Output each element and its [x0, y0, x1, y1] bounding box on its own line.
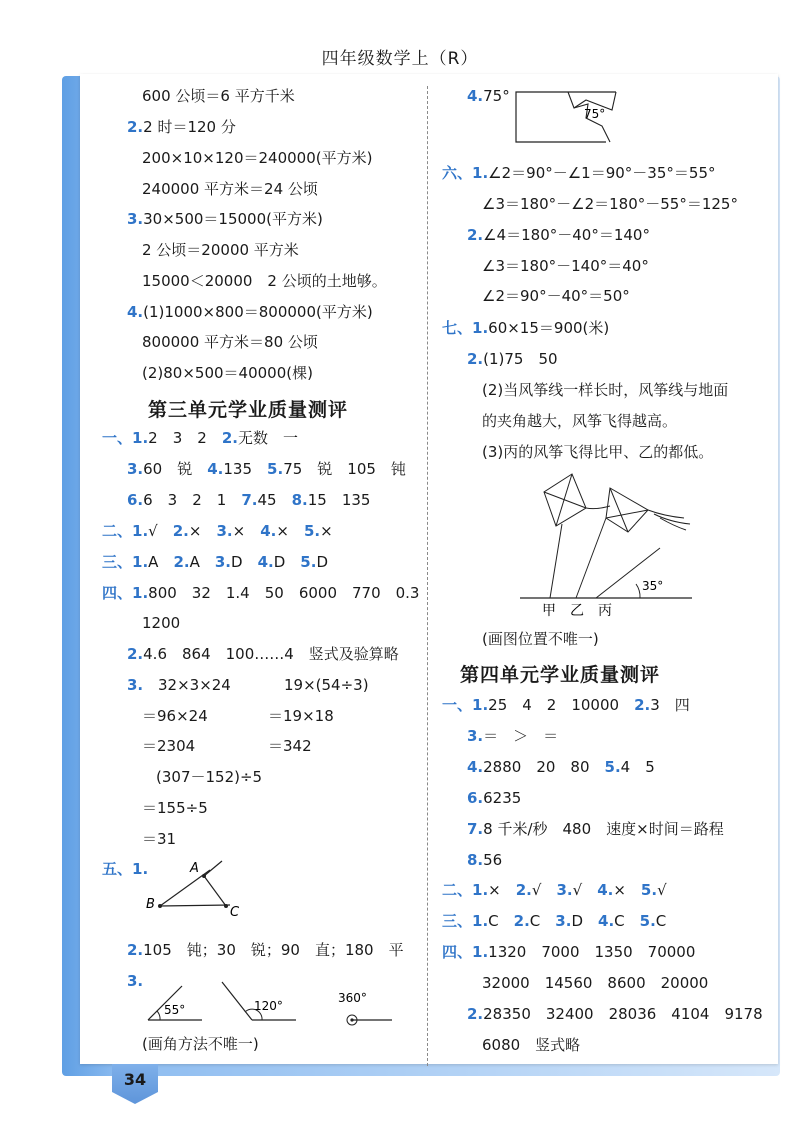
calc-line: (307－152)÷5 [156, 768, 263, 786]
calc-line: ＝96×24 [142, 707, 208, 725]
answer-line: 一、1.25 4 2 10000 2.3 四 [442, 696, 690, 714]
kite-labels: 甲 乙 丙 [542, 603, 612, 619]
calc-line: ＝155÷5 [142, 799, 208, 817]
angle-drawings [140, 978, 440, 1028]
column-divider [427, 86, 428, 1066]
answer-line: 三、1.C 2.C 3.D 4.C 5.C [442, 912, 667, 930]
page-number: 34 [123, 1070, 147, 1089]
label-b: B [146, 897, 155, 912]
answer-line: ∠3＝180°－140°＝40° [482, 257, 649, 275]
answer-line: ∠2＝90°－40°＝50° [482, 287, 630, 305]
answer-line: 8.56 [467, 851, 503, 869]
answer-line: 三、1.A 2.A 3.D 4.D 5.D [102, 553, 328, 571]
answer-line: 3.30×500＝15000(平方米) [127, 210, 323, 228]
calc-line: ＝2304 [142, 737, 196, 755]
label-a: A [190, 861, 199, 876]
point-b [158, 904, 162, 908]
answer-line: 4.75° [467, 87, 510, 105]
kite-figure [514, 470, 714, 620]
unit4-title: 第四单元学业质量测评 [460, 664, 661, 686]
answer-line: 二、1.√ 2.× 3.× 4.× 5.× [102, 522, 333, 540]
answer-line: 四、1.1320 7000 1350 70000 [442, 943, 696, 961]
angle-55: 55° [164, 1003, 186, 1017]
answer-line: 4.(1)1000×800＝800000(平方米) [127, 303, 373, 321]
answer-line: 6.6 3 2 1 7.45 8.15 135 [127, 491, 371, 509]
answer-line: 600 公顷＝6 平方千米 [142, 87, 295, 105]
fold-figure [516, 86, 626, 146]
answer-line: 800000 平方米＝80 公顷 [142, 333, 318, 351]
extension-line [204, 861, 222, 876]
answer-line: 6.6235 [467, 789, 522, 807]
fold-angle-label: 75° [584, 107, 606, 121]
point-a [202, 874, 206, 878]
answer-line: 7.8 千米/秒 480 速度×时间＝路程 [467, 820, 724, 838]
answer-line: 一、1.2 3 2 2.无数 一 [102, 429, 298, 447]
angle-120: 120° [254, 999, 283, 1013]
point-c [224, 904, 228, 908]
answer-line: 2.2 时＝120 分 [127, 118, 236, 136]
answer-line: 二、1.× 2.√ 3.√ 4.× 5.√ [442, 881, 667, 899]
answer-line: 2.(1)75 50 [467, 350, 558, 368]
triangle-side-bc [160, 905, 230, 906]
note-line: (画图位置不唯一) [482, 630, 599, 648]
triangle-side-ac [204, 876, 226, 906]
triangle-figure [140, 856, 240, 928]
calc-line: ＝342 [268, 737, 312, 755]
answer-line: 3. [127, 676, 144, 694]
answer-line: (2)80×500＝40000(棵) [142, 364, 313, 382]
answer-line: 的夹角越大，风筝飞得越高。 [482, 412, 678, 430]
angle-360: 360° [338, 991, 367, 1005]
calc-line: 32×3×24 [158, 676, 231, 694]
answer-line: 4.2880 20 80 5.4 5 [467, 758, 655, 776]
answer-line: 6080 竖式略 [482, 1036, 581, 1054]
answer-line: 四、1.800 32 1.4 50 6000 770 0.3 [102, 584, 420, 602]
answer-line: 2.∠4＝180°－40°＝140° [467, 226, 650, 244]
answer-line: 3.＝ ＞ ＝ [467, 727, 559, 745]
unit3-title: 第三单元学业质量测评 [148, 399, 349, 421]
kite-angle-label: 35° [642, 579, 664, 593]
calc-line: ＝31 [142, 830, 177, 848]
answer-line: 3. [127, 972, 144, 990]
answer-line: 七、1.60×15＝900(米) [442, 319, 610, 337]
calc-line: ＝19×18 [268, 707, 334, 725]
answer-line: (2)当风筝线一样长时，风筝线与地面 [482, 381, 729, 399]
answer-line: 2.105 钝；30 锐；90 直；180 平 [127, 941, 404, 959]
answer-line: 200×10×120＝240000(平方米) [142, 149, 373, 167]
answer-line: 3.60 锐 4.135 5.75 锐 105 钝 [127, 460, 406, 478]
label-c: C [230, 905, 240, 920]
answer-line: ∠3＝180°－∠2＝180°－55°＝125° [482, 195, 738, 213]
answer-line: 2.4.6 864 100……4 竖式及验算略 [127, 645, 399, 663]
answer-line: 32000 14560 8600 20000 [482, 974, 709, 992]
answer-line: 1200 [142, 614, 181, 632]
answer-line: 五、1. [102, 860, 149, 878]
answer-line: 240000 平方米＝24 公顷 [142, 180, 318, 198]
calc-line: 19×(54÷3) [284, 676, 369, 694]
answer-line: 15000＜20000 2 公顷的土地够。 [142, 272, 387, 290]
page-header: 四年级数学上（R） [321, 49, 479, 69]
answer-line: 2 公顷＝20000 平方米 [142, 241, 299, 259]
note-line: (画角方法不唯一) [142, 1035, 259, 1053]
answer-line: (3)丙的风筝飞得比甲、乙的都低。 [482, 443, 714, 461]
answer-line: 六、1.∠2＝90°－∠1＝90°－35°＝55° [442, 164, 716, 182]
answer-line: 2.28350 32400 28036 4104 9178 [467, 1005, 763, 1023]
